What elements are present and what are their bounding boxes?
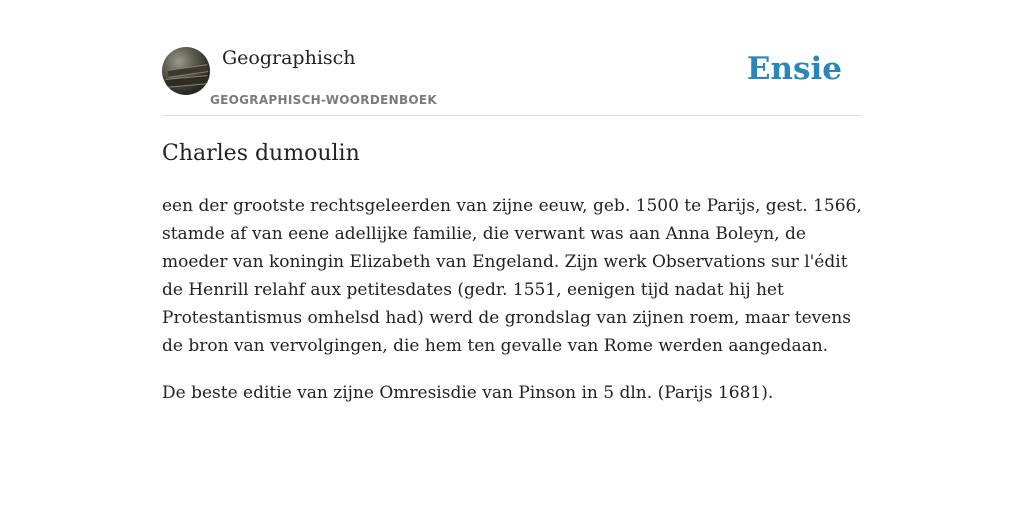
entry-title: Charles dumoulin [162,141,360,166]
entry-paragraph: De beste editie van zijne Omresisdie van Pinson in 5 dln. (Parijs 1681). [162,383,774,403]
header [162,40,862,116]
dictionary-subtitle[interactable]: GEOGRAPHISCH-WOORDENBOEK [210,93,437,107]
article [162,138,862,407]
books-avatar-icon[interactable] [162,47,210,95]
dictionary-title[interactable]: Geographisch [222,47,356,69]
ensie-logo-link[interactable]: Ensie [746,51,842,87]
entry-paragraph: een der grootste rechtsgeleerden van zijne eeuw, geb. 1500 te Parijs, gest. 1566, stamde af van eene adellijke familie, die verwant was aan Anna Boleyn, de moeder van koningin Elizabeth van Engeland. Zijn werk Observations sur l'édit de Henrill relahf aux petitesdates (gedr. 1551, eenigen tijd nadat hij het Protestantismus omhelsd had) werd de grondslag van zijnen roem, maar tevens de bron van vervolgingen, die hem ten gevalle van Rome werden aangedaan. [162,196,862,356]
